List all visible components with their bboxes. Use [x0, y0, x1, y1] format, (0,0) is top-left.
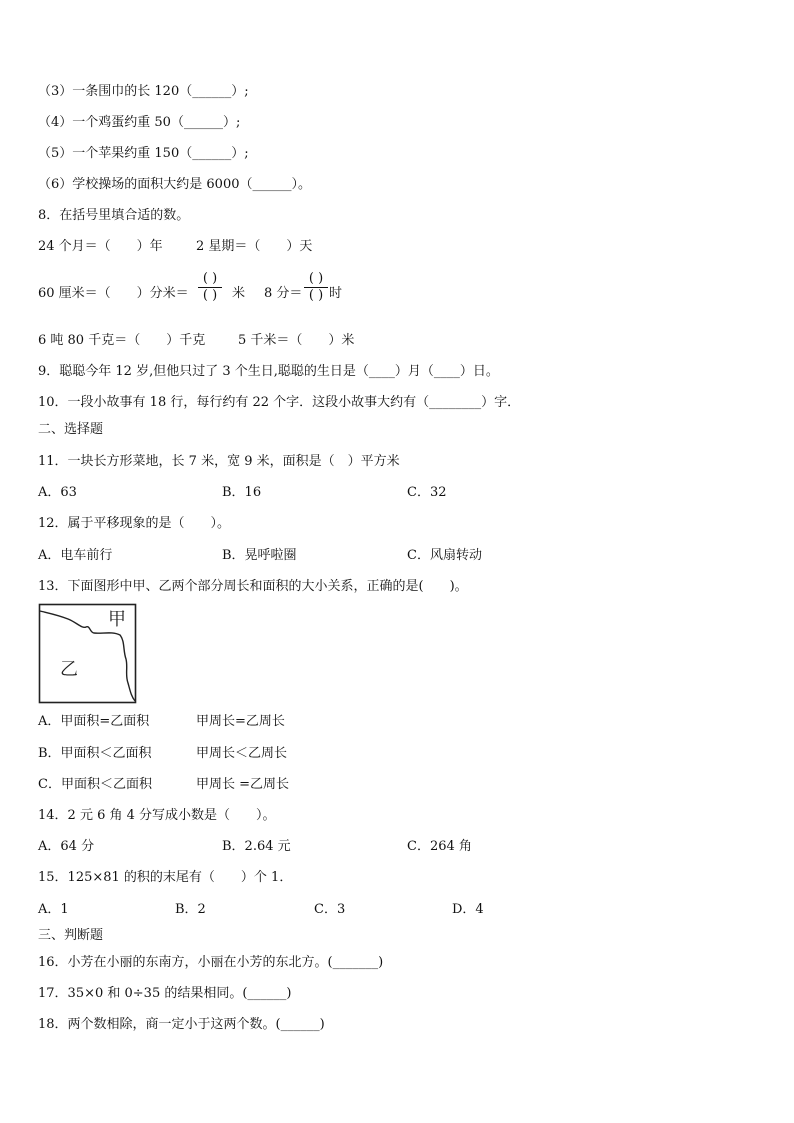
q13-option-c-perimeter: 甲周长 =乙周长 [196, 777, 290, 792]
q8-row2-unit: 米 [232, 286, 246, 301]
section-2-title: 二、选择题 [38, 422, 104, 437]
q8-stem: 8．在括号里填合适的数。 [38, 208, 190, 223]
q11-option-c: C．32 [407, 485, 447, 500]
q8-row1-b: 2 星期＝（ ）天 [196, 239, 313, 254]
fraction-denominator: ( ) [308, 288, 324, 303]
q13-option-b-perimeter: 甲周长＜乙周长 [196, 746, 288, 761]
q7-item-5: （5）一个苹果约重 150（______）; [38, 146, 249, 161]
q8-row3-b: 5 千米＝（ ）米 [238, 333, 355, 348]
q14-option-a: A．64 分 [38, 839, 95, 854]
q16: 16．小芳在小丽的东南方，小丽在小芳的东北方。(_______) [38, 955, 384, 970]
q13-option-a-perimeter: 甲周长=乙周长 [196, 714, 285, 729]
q9: 9．聪聪今年 12 岁,但他只过了 3 个生日,聪聪的生日是（____）月（____）日。 [38, 364, 499, 379]
q15-option-a: A．1 [38, 902, 69, 917]
q17: 17．35×0 和 0÷35 的结果相同。(______) [38, 986, 292, 1001]
q10: 10．一段小故事有 18 行，每行约有 22 个字．这段小故事大约有（________）字． [38, 395, 521, 410]
q8-row2-b-unit: 时 [329, 286, 343, 301]
q13-figure [38, 603, 138, 704]
q13-stem: 13．下面图形中甲、乙两个部分周长和面积的大小关系，正确的是( )。 [38, 579, 468, 594]
q14-stem: 14．2 元 6 角 4 分写成小数是（ ）。 [38, 808, 276, 823]
q12-option-b: B．晃呼啦圈 [222, 548, 297, 563]
q18: 18．两个数相除，商一定小于这两个数。(______) [38, 1017, 325, 1032]
section-3-title: 三、判断题 [38, 928, 104, 943]
label-yi: 乙 [60, 659, 78, 680]
q15-option-d: D．4 [452, 902, 484, 917]
q11-option-b: B．16 [222, 485, 262, 500]
q8-row2-a: 60 厘米＝（ ）分米＝ [38, 286, 189, 301]
label-jia: 甲 [108, 609, 126, 630]
q15-stem: 15．125×81 的积的末尾有（ ）个 1． [38, 870, 293, 885]
q12-option-c: C．风扇转动 [407, 548, 482, 563]
q12-option-a: A．电车前行 [38, 548, 113, 563]
q8-fraction-1 [197, 272, 223, 303]
q8-row2-b: 8 分＝ [264, 286, 303, 301]
q13-option-c-area: C．甲面积＜乙面积 [38, 777, 152, 792]
fraction-numerator: ( ) [308, 271, 324, 286]
q12-stem: 12．属于平移现象的是（ ）。 [38, 516, 231, 531]
q8-row3-a: 6 吨 80 千克＝（ ）千克 [38, 333, 206, 348]
q7-item-4: （4）一个鸡蛋约重 50（______）; [38, 115, 241, 130]
q8-fraction-2 [303, 272, 329, 303]
q8-row1-a: 24 个月＝（ ）年 [38, 239, 163, 254]
q15-option-b: B．2 [175, 902, 206, 917]
q11-stem: 11．一块长方形菜地，长 7 米，宽 9 米，面积是（ ）平方米 [38, 454, 400, 469]
q15-option-c: C．3 [314, 902, 346, 917]
q7-item-6: （6）学校操场的面积大约是 6000（______）。 [38, 177, 311, 192]
q13-option-b-area: B．甲面积＜乙面积 [38, 746, 152, 761]
q7-item-3: （3）一条围巾的长 120（______）; [38, 84, 249, 99]
q14-option-b: B．2.64 元 [222, 839, 291, 854]
q11-option-a: A．63 [38, 485, 77, 500]
q14-option-c: C．264 角 [407, 839, 472, 854]
fraction-denominator: ( ) [202, 288, 218, 303]
fraction-numerator: ( ) [202, 271, 218, 286]
q13-option-a-area: A．甲面积=乙面积 [38, 714, 150, 729]
